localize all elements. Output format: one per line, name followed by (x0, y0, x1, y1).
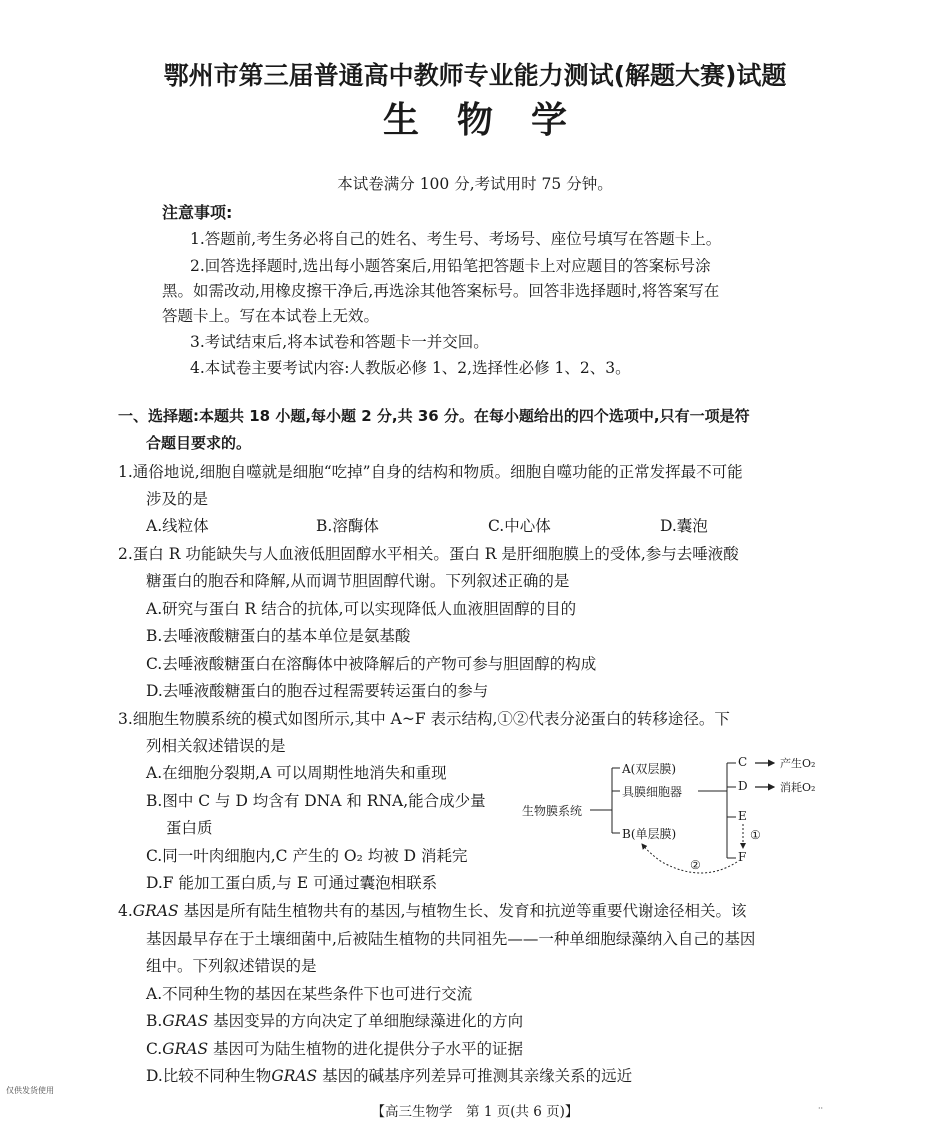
notice-item-2-line-3: 答题卡上。写在本试卷上无效。 (162, 307, 380, 325)
diagram-node-a: A(双层膜) (622, 762, 677, 776)
q2-option-c: C.去唾液酸糖蛋白在溶酶体中被降解后的产物可参与胆固醇的构成 (146, 655, 597, 673)
q4-option-c-gene: GRAS (162, 1040, 209, 1058)
diagram-root-label: 生物膜系统 (522, 804, 583, 818)
q3-option-b-line-2: 蛋白质 (166, 819, 213, 837)
diagram-node-organelles: 具膜细胞器 (622, 785, 683, 799)
footer-mark: ·· (818, 1104, 824, 1113)
q4-stem-line-1: 4.GRAS 基因是所有陆生植物共有的基因,与植物生长、发育和抗逆等重要代谢途径相关。该 (118, 902, 747, 920)
q1-option-d: D.囊泡 (660, 517, 708, 535)
q4-option-c-text: 基因可为陆生植物的进化提供分子水平的证据 (208, 1040, 524, 1058)
q4-stem-line-3: 组中。下列叙述错误的是 (146, 957, 317, 975)
q3-option-a: A.在细胞分裂期,A 可以周期性地消失和重现 (146, 764, 447, 782)
diagram-c-output: 产生O₂ (780, 757, 816, 770)
q4-option-c-prefix: C. (146, 1040, 163, 1058)
q1-option-b: B.溶酶体 (316, 517, 379, 535)
diagram-node-d: D (738, 779, 748, 793)
q1-option-c: C.中心体 (488, 517, 551, 535)
notice-heading: 注意事项: (162, 203, 233, 222)
corner-note: 仅供发货使用 (6, 1086, 54, 1095)
q4-stem-line-1-text: 基因是所有陆生植物共有的基因,与植物生长、发育和抗逆等重要代谢途径相关。该 (178, 902, 747, 920)
section-1-heading-line-2: 合题目要求的。 (146, 434, 252, 452)
exam-info: 本试卷满分 100 分,考试用时 75 分钟。 (337, 175, 613, 193)
q2-option-a: A.研究与蛋白 R 结合的抗体,可以实现降低人血液胆固醇的目的 (146, 600, 577, 618)
q4-option-b-text: 基因变异的方向决定了单细胞绿藻进化的方向 (208, 1012, 524, 1030)
diagram-node-b: B(单层膜) (622, 827, 677, 841)
membrane-system-diagram (522, 755, 832, 878)
diagram-path-2: ② (690, 858, 701, 872)
q2-option-b: B.去唾液酸糖蛋白的基本单位是氨基酸 (146, 627, 411, 645)
q4-option-b-prefix: B. (146, 1012, 163, 1030)
notice-item-2-line-1: 2.回答选择题时,选出每小题答案后,用铅笔把答题卡上对应题目的答案标号涂 (190, 257, 711, 275)
q3-stem-line-1: 3.细胞生物膜系统的模式如图所示,其中 A~F 表示结构,①②代表分泌蛋白的转移途径。下 (118, 710, 730, 728)
q4-gene-name: GRAS (132, 902, 179, 920)
q4-option-d-text: 基因的碱基序列差异可推测其亲缘关系的远近 (317, 1067, 633, 1085)
q3-stem-line-2: 列相关叙述错误的是 (146, 737, 286, 755)
diagram-node-e: E (738, 809, 747, 823)
diagram-node-c: C (738, 755, 748, 769)
q3-option-b-line-1: B.图中 C 与 D 均含有 DNA 和 RNA,能合成少量 (146, 792, 486, 810)
q3-option-c: C.同一叶肉细胞内,C 产生的 O₂ 均被 D 消耗完 (146, 847, 468, 865)
q1-option-a: A.线粒体 (146, 517, 209, 535)
q4-option-b-gene: GRAS (162, 1012, 209, 1030)
notice-item-3: 3.考试结束后,将本试卷和答题卡一并交回。 (190, 333, 489, 351)
notice-item-1: 1.答题前,考生务必将自己的姓名、考生号、考场号、座位号填写在答题卡上。 (190, 230, 722, 248)
notice-item-2-line-2: 黑。如需改动,用橡皮擦干净后,再选涂其他答案标号。回答非选择题时,将答案写在 (162, 282, 720, 300)
q2-stem-line-2: 糖蛋白的胞吞和降解,从而调节胆固醇代谢。下列叙述正确的是 (146, 572, 570, 590)
q3-option-d: D.F 能加工蛋白质,与 E 可通过囊泡相联系 (146, 874, 438, 892)
q4-option-b (146, 1009, 523, 1031)
q1-stem-line-1: 1.通俗地说,细胞自噬就是细胞“吃掉”自身的结构和物质。细胞自噬功能的正常发挥最不可能 (118, 463, 743, 481)
page-footer: 【高三生物学 第 1 页(共 6 页)】 (371, 1104, 579, 1120)
q2-option-d: D.去唾液酸糖蛋白的胞吞过程需要转运蛋白的参与 (146, 682, 489, 700)
q4-option-d-prefix: D.比较不同种生物 (146, 1067, 272, 1085)
diagram-node-f: F (738, 850, 747, 864)
q4-option-c (146, 1037, 523, 1059)
diagram-d-output: 消耗O₂ (780, 781, 816, 794)
section-1-heading-line-1: 一、选择题:本题共 18 小题,每小题 2 分,共 36 分。在每小题给出的四个选项中,只有一项是符 (118, 407, 750, 425)
q2-stem-line-1: 2.蛋白 R 功能缺失与人血液低胆固醇水平相关。蛋白 R 是肝细胞膜上的受体,参与去唾液酸 (118, 545, 739, 563)
q1-stem-line-2: 涉及的是 (146, 490, 209, 508)
q4-option-a: A.不同种生物的基因在某些条件下也可进行交流 (146, 985, 473, 1003)
notice-item-4: 4.本试卷主要考试内容:人教版必修 1、2,选择性必修 1、2、3。 (190, 359, 631, 377)
subject-title: 生物学 (382, 100, 605, 141)
exam-title: 鄂州市第三届普通高中教师专业能力测试(解题大赛)试题 (163, 61, 787, 90)
q4-option-d (146, 1064, 632, 1086)
diagram-path-1: ① (750, 828, 761, 842)
q4-stem-line-2: 基因最早存在于土壤细菌中,后被陆生植物的共同祖先——一种单细胞绿藻纳入自己的基因 (146, 930, 756, 948)
q4-option-d-gene: GRAS (271, 1067, 318, 1085)
